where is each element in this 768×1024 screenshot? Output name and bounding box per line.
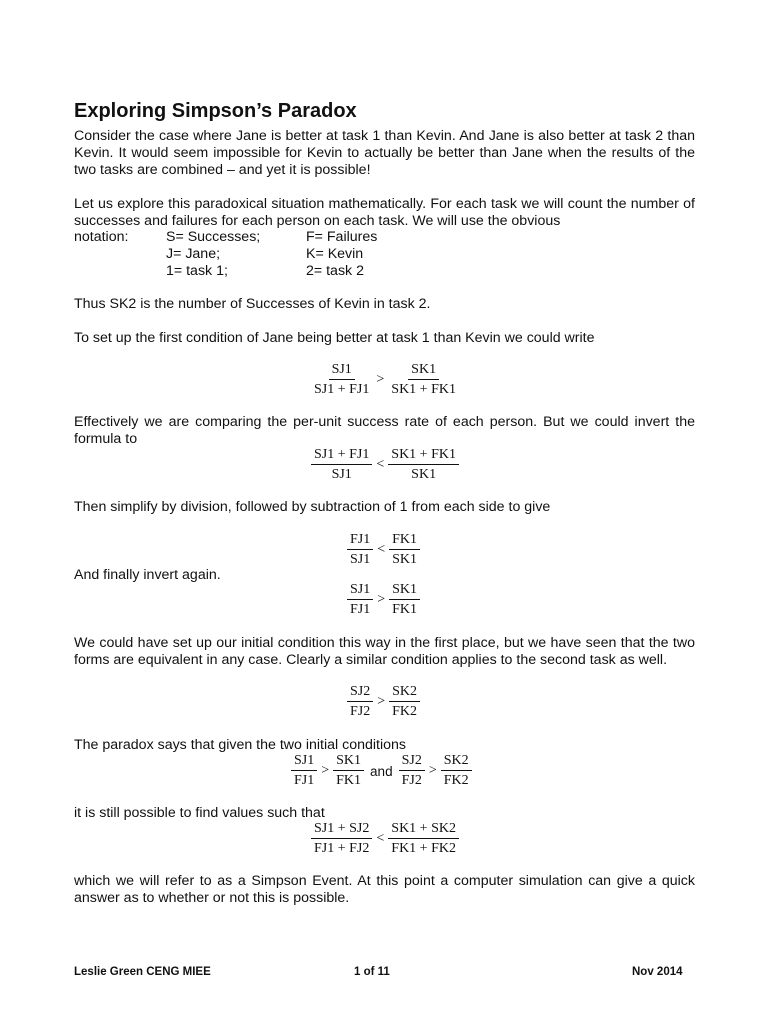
denominator: FJ2 — [401, 773, 422, 788]
fraction — [347, 582, 373, 618]
numerator: SJ2 — [347, 684, 373, 702]
notation-block — [74, 229, 474, 279]
operator: < — [376, 457, 385, 472]
fraction — [333, 753, 364, 789]
denominator: FJ1 — [350, 602, 371, 617]
notation-row — [74, 246, 474, 263]
notation-term: 2= task 2 — [306, 262, 364, 279]
equation-success-failure-task1 — [347, 582, 420, 618]
footer-page-number: 1 of 11 — [354, 966, 390, 978]
fraction — [399, 753, 425, 789]
numerator: SK2 — [441, 753, 472, 771]
notation-row — [74, 263, 474, 280]
numerator: SJ1 + SJ2 — [311, 821, 372, 839]
equation-simpson-event — [311, 821, 459, 857]
finally-invert-paragraph: And finally invert again. — [74, 567, 221, 583]
paradox-paragraph: The paradox says that given the two initial conditions — [74, 737, 407, 753]
equation-failures-ratio — [347, 532, 420, 568]
simplify-paragraph: Then simplify by division, followed by subtraction of 1 from each side to give — [74, 499, 551, 515]
fraction — [291, 753, 317, 789]
denominator: FJ1 — [294, 773, 315, 788]
equation-success-rate — [311, 362, 459, 398]
operator: > — [376, 372, 385, 387]
notation-label: notation: — [74, 229, 129, 245]
fraction — [388, 447, 459, 483]
denominator: SJ1 — [350, 552, 371, 567]
explore-paragraph: Let us explore this paradoxical situation mathematically. For each task we will count the number of successes and failures for each person on each task. We will use the obvious — [74, 196, 695, 229]
numerator: SK1 + SK2 — [388, 821, 459, 839]
equation-success-failure-task2 — [347, 684, 420, 720]
footer-date: Nov 2014 — [632, 966, 683, 978]
numerator: SK1 — [333, 753, 364, 771]
operator: > — [321, 763, 330, 778]
denominator: FK2 — [392, 704, 418, 719]
sk2-paragraph: Thus SK2 is the number of Successes of Kevin in task 2. — [74, 296, 431, 312]
denominator: FK1 — [336, 773, 362, 788]
operator: > — [377, 694, 386, 709]
denominator: SJ1 — [331, 467, 352, 482]
numerator: SJ2 — [399, 753, 425, 771]
fraction — [441, 753, 472, 789]
operator: > — [377, 592, 386, 607]
fraction — [311, 362, 372, 398]
fraction — [311, 447, 372, 483]
notation-term: J= Jane; — [166, 245, 221, 262]
fraction — [388, 362, 459, 398]
numerator: SK1 + FK1 — [388, 447, 459, 465]
still-possible-paragraph: it is still possible to find values such that — [74, 805, 325, 821]
numerator: SK1 — [408, 362, 439, 380]
operator: > — [428, 763, 437, 778]
first-condition-paragraph: To set up the first condition of Jane being better at task 1 than Kevin we could write — [74, 330, 595, 346]
equation-inverted — [311, 447, 459, 483]
denominator: FK1 + FK2 — [391, 841, 456, 856]
and-word: and — [370, 763, 393, 779]
numerator: FK1 — [389, 532, 420, 550]
equation-initial-conditions — [291, 753, 472, 789]
numerator: FJ1 — [347, 532, 373, 550]
operator: < — [377, 542, 386, 557]
numerator: SJ1 — [329, 362, 355, 380]
notation-term: K= Kevin — [306, 245, 364, 262]
fraction — [347, 532, 373, 568]
numerator: SJ1 + FJ1 — [311, 447, 372, 465]
denominator: SK1 — [392, 552, 418, 567]
notation-term: F= Failures — [306, 229, 378, 245]
denominator: FK1 — [392, 602, 418, 617]
fraction — [311, 821, 372, 857]
document-title: Exploring Simpson’s Paradox — [74, 100, 357, 122]
denominator: SJ1 + FJ1 — [314, 382, 370, 397]
numerator: SJ1 — [291, 753, 317, 771]
fraction — [389, 582, 420, 618]
equivalent-forms-paragraph: We could have set up our initial condition this way in the first place, but we have seen that the two forms are equivalent in any case. Clearly a similar condition applies to the second task as well. — [74, 635, 695, 668]
footer-author: Leslie Green CENG MIEE — [74, 966, 211, 978]
denominator: FJ1 + FJ2 — [314, 841, 370, 856]
invert-paragraph: Effectively we are comparing the per-unit success rate of each person. But we could invert the formula to — [74, 414, 695, 447]
fraction — [347, 684, 373, 720]
denominator: FK2 — [443, 773, 469, 788]
notation-term: S= Successes; — [166, 229, 261, 245]
numerator: SK1 — [389, 582, 420, 600]
numerator: SK2 — [389, 684, 420, 702]
simpson-event-paragraph: which we will refer to as a Simpson Event. At this point a computer simulation can give a quick answer as to whether or not this is possible. — [74, 873, 695, 906]
denominator: FJ2 — [350, 704, 371, 719]
denominator: SK1 + FK1 — [391, 382, 456, 397]
denominator: SK1 — [411, 467, 437, 482]
notation-row — [74, 229, 474, 246]
fraction — [389, 532, 420, 568]
intro-paragraph: Consider the case where Jane is better at task 1 than Kevin. And Jane is also better at task 2 than Kevin. It would seem impossible for Kevin to actually be better than Jane when the results of the two tasks are combined – and yet it is possible! — [74, 128, 695, 178]
fraction — [388, 821, 459, 857]
numerator: SJ1 — [347, 582, 373, 600]
fraction — [389, 684, 420, 720]
notation-term: 1= task 1; — [166, 262, 228, 279]
operator: < — [376, 831, 385, 846]
